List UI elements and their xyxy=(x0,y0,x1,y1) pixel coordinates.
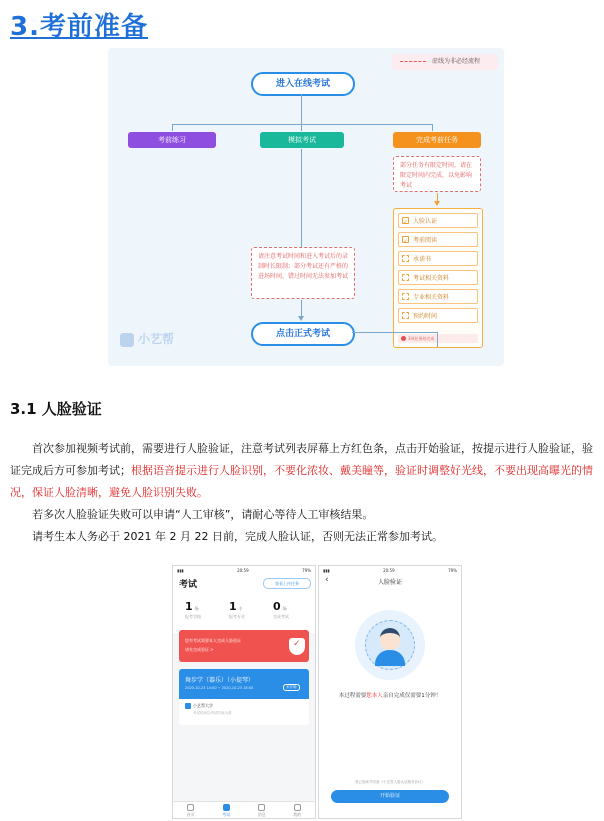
tab-label: 消息 xyxy=(257,812,266,817)
task-label: 人脸认证 xyxy=(413,218,438,225)
face-outline-icon xyxy=(355,610,425,680)
upload-tasks-button[interactable]: 查看上传任务 xyxy=(263,578,311,589)
task-note: 部分任务有限定时间，请在限定时间内完成，以免影响考试 xyxy=(393,156,481,192)
checkbox-empty-icon xyxy=(402,255,409,262)
checkbox-empty-icon xyxy=(402,312,409,319)
alert-link[interactable]: 请先完成验证 > xyxy=(185,647,214,652)
section-title: 3.1 人脸验证 xyxy=(10,400,102,418)
face-verify-alert[interactable] xyxy=(179,630,309,662)
stat-number: 1 xyxy=(185,600,193,613)
task-item xyxy=(398,232,478,247)
legend xyxy=(392,54,498,70)
tab-label: 我的 xyxy=(293,812,302,817)
dashed-line-icon xyxy=(400,61,426,62)
paragraph-warning-text: 根据语音提示进行人脸识别，不要化浓妆、戴美瞳等，验证时调整好光线，不要出现高曝光的情况，保证人脸清晰，避免人脸识别失败。 xyxy=(10,464,593,499)
tab-bar xyxy=(173,801,315,818)
desc-text: 本过程需要 xyxy=(338,693,367,699)
status-bar xyxy=(319,566,461,575)
exam-icon xyxy=(223,804,230,811)
connector xyxy=(172,124,432,125)
status-bar xyxy=(173,566,315,575)
connector xyxy=(352,332,437,333)
end-node: 点击正式考试 xyxy=(251,322,355,346)
verify-description xyxy=(333,692,447,701)
stat-label: 报考学校 xyxy=(185,614,201,619)
school-subtext: 考试时间以考试时间为准 xyxy=(193,711,232,715)
message-icon xyxy=(258,804,265,811)
stat-number: 1 xyxy=(229,600,237,613)
desc-text: 亲自完成仅需要1分钟！ xyxy=(382,693,442,699)
start-node: 进入在线考试 xyxy=(251,72,355,96)
mock-note: 请注意考试时间和进入考试后的录制时长限制；部分考试还有严格的进场时间，错过时间无法参加考试 xyxy=(251,247,355,299)
start-verify-button[interactable]: 开始验证 xyxy=(331,790,449,803)
arrow-down-icon xyxy=(298,316,304,321)
exam-time: 2020-10-23 14:00 ~ 2020-10-23 18:00 xyxy=(185,686,254,690)
task-item xyxy=(398,270,478,285)
phone-screenshot-exam-list xyxy=(172,565,316,819)
page-title: 3.考前准备 xyxy=(10,12,148,42)
status-badge: 未开始 xyxy=(283,684,300,691)
status-time: 20:59 xyxy=(383,568,395,573)
branch-mock-exam: 模拟考试 xyxy=(260,132,344,148)
paragraph-1 xyxy=(10,438,596,504)
tab-label: 首页 xyxy=(186,812,195,817)
connector xyxy=(301,149,302,247)
legend-text: 虚线为非必经流程 xyxy=(432,58,481,65)
checkbox-checked-icon xyxy=(402,217,409,224)
connector xyxy=(437,332,438,347)
task-list xyxy=(393,208,483,348)
checkbox-empty-icon xyxy=(402,274,409,281)
task-label: 考前阅读 xyxy=(413,237,438,244)
stat-item xyxy=(185,595,215,620)
back-icon[interactable]: ‹ xyxy=(325,575,329,585)
tasks-remaining-note: 3项任务待完成 xyxy=(398,334,478,343)
screen-title: 考试 xyxy=(179,580,198,590)
status-battery: 79% xyxy=(448,568,457,573)
user-icon xyxy=(294,804,301,811)
paragraph-2: 若多次人脸验证失败可以申请“人工审核”，请耐心等待人工审核结果。 xyxy=(32,508,374,521)
task-item xyxy=(398,251,478,266)
flowchart-panel xyxy=(108,48,504,366)
connector xyxy=(432,124,433,131)
tab-label: 考试 xyxy=(222,812,231,817)
paragraph-3: 请考生本人务必于 2021 年 2 月 22 日前，完成人脸认证，否则无法正常参加考试。 xyxy=(32,530,443,543)
signal-icon: ▮▮▮ xyxy=(177,568,184,573)
phone-screenshot-face-verify xyxy=(318,565,462,819)
stat-label: 报考专业 xyxy=(229,614,245,619)
school-logo-icon xyxy=(185,703,191,709)
home-icon xyxy=(187,804,194,811)
signal-icon: ▮▮▮ xyxy=(323,568,330,573)
stat-label: 完成考试 xyxy=(273,614,289,619)
watermark xyxy=(120,330,174,347)
task-item xyxy=(398,308,478,323)
connector xyxy=(437,193,438,201)
checkbox-checked-icon xyxy=(402,236,409,243)
screen-title: 人脸验证 xyxy=(377,579,402,586)
task-label: 专业相关资料 xyxy=(413,294,450,301)
task-item xyxy=(398,289,478,304)
stat-item xyxy=(273,595,303,620)
connector xyxy=(172,124,173,131)
stat-unit: 个 xyxy=(238,606,243,611)
tab-profile[interactable] xyxy=(280,802,316,818)
tab-home[interactable] xyxy=(173,802,209,818)
alert-text: 您有考试需要本人完成人脸验证 xyxy=(185,638,241,643)
exam-title: 舞步学（器乐）（小提琴） xyxy=(185,677,255,684)
logo-icon xyxy=(120,333,134,347)
branch-tasks: 完成考前任务 xyxy=(393,132,481,148)
stat-number: 0 xyxy=(273,600,281,613)
desc-highlight: 您本人 xyxy=(366,693,383,699)
paragraph-text: 首次参加视频考试前，需要进行人脸验证，注意考试列表屏幕上方红色条，点击开始验证，按提示进行人脸验证，验证完成后方可参加考试； xyxy=(10,442,593,477)
agreement-text[interactable]: 我已阅读并同意《小艺帮人脸认证服务协议》 xyxy=(355,780,425,784)
shield-check-icon: ✓ xyxy=(289,638,305,655)
connector xyxy=(301,124,302,131)
task-label: 承诺书 xyxy=(413,256,432,263)
connector xyxy=(301,94,302,124)
status-time: 20:59 xyxy=(237,568,249,573)
stat-item xyxy=(229,595,259,620)
status-battery: 79% xyxy=(302,568,311,573)
task-item xyxy=(398,213,478,228)
tab-exam[interactable] xyxy=(209,802,245,818)
task-label: 预约时间 xyxy=(413,313,438,320)
school-name: 小艺帮大学 xyxy=(193,703,213,708)
task-label: 考试相关资料 xyxy=(413,275,450,282)
watermark-text: 小艺帮 xyxy=(138,332,175,346)
branch-practice: 考前练习 xyxy=(128,132,216,148)
exam-card[interactable] xyxy=(179,669,309,725)
tab-messages[interactable] xyxy=(244,802,280,818)
arrow-down-icon xyxy=(434,201,440,206)
stat-unit: 场 xyxy=(194,606,199,611)
checkbox-empty-icon xyxy=(402,293,409,300)
stat-unit: 场 xyxy=(282,606,287,611)
